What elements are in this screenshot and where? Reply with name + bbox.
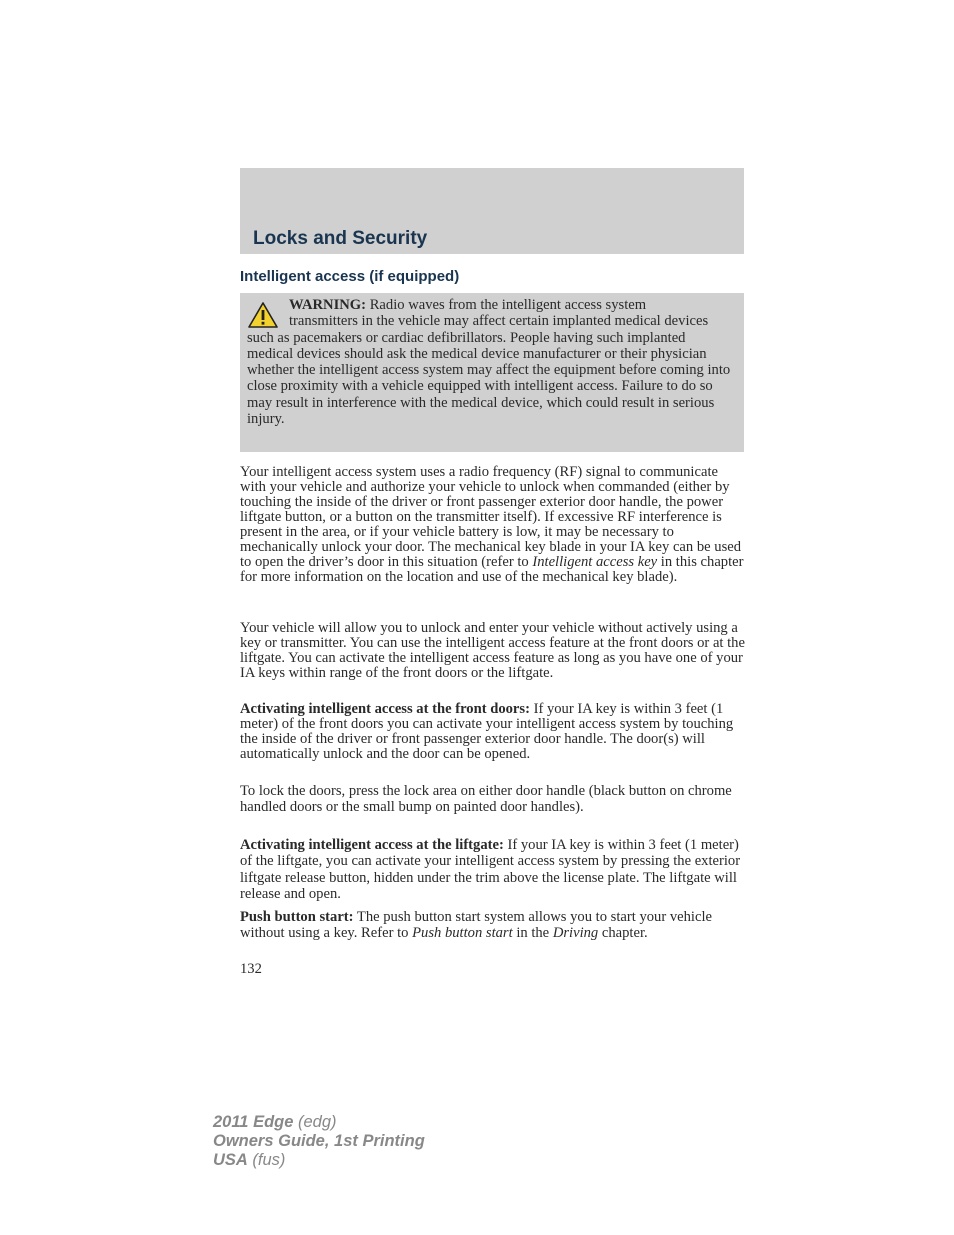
paragraph-lead: Activating intelligent access at the front doors: <box>240 701 530 717</box>
warning-text <box>247 297 734 427</box>
warning-label: WARNING: <box>289 297 367 313</box>
footer-market-code: (fus) <box>247 1151 286 1169</box>
footer-model: 2011 Edge <box>213 1113 294 1131</box>
paragraph-front-doors <box>240 702 746 762</box>
paragraph-text: chapter. <box>598 925 648 942</box>
paragraph-liftgate <box>240 837 746 902</box>
warning-rest: transmitters in the vehicle may affect certain implanted medical devices such as pacemakers or cardiac defibrillators. People having such implanted medical devices should ask the medical device manufacturer or their physician whether the intelligent access system may affect the equipment before coming into close proximity with a vehicle equipped with intelligent access. Failure to do so may result in interference with the medical device, which could result in serious injury. <box>247 313 731 428</box>
cross-reference: Driving <box>552 925 599 942</box>
paragraph-text: Your vehicle will allow you to unlock and enter your vehicle without actively using a key or transmitter. You can use the intelligent access feature at the front doors or at the liftgate. You can activate the intelligent access feature as long as you have one of your IA keys within range of the front doors or the liftgate. <box>240 620 745 681</box>
chapter-header-band <box>240 168 744 254</box>
paragraph-push-button-start <box>240 909 746 942</box>
page-number: 132 <box>240 961 262 977</box>
warning-triangle-icon <box>247 301 279 329</box>
footer-line-model <box>213 1113 425 1132</box>
paragraph-text: The push button start system allows you to start your vehicle without using a key. Refer to <box>240 909 712 942</box>
footer-line-market <box>213 1151 425 1170</box>
paragraph-text: If your IA key is within 3 feet (1 meter) of the front doors you can activate your intelligent access system by touching the inside of the driver or front passenger exterior door handle. The door(s) will automatically unlock and the door can be opened. <box>240 701 734 762</box>
footer-guide: Owners Guide, 1st Printing <box>213 1132 425 1150</box>
paragraph-text: in this chapter for more information on the location and use of the mechanical key blade). <box>240 554 744 585</box>
paragraph-lead: Push button start: <box>240 909 354 925</box>
paragraph-text: To lock the doors, press the lock area on either door handle (black button on chrome handled doors or the small bump on painted door handles). <box>240 783 732 816</box>
paragraph-rf-signal <box>240 465 746 585</box>
footer-model-code: (edg) <box>293 1113 337 1131</box>
paragraph-text: in the <box>512 925 553 942</box>
paragraph-text: If your IA key is within 3 feet (1 meter) of the liftgate, you can activate your intelligent access system by pressing the exterior liftgate release button, hidden under the trim above the license plate. The liftgate will release and open. <box>240 837 741 902</box>
cross-reference: Intelligent access key <box>532 554 658 570</box>
warning-box <box>240 293 744 452</box>
paragraph-lock-doors <box>240 783 746 816</box>
section-title: Intelligent access (if equipped) <box>240 268 460 285</box>
footer-market: USA <box>213 1151 248 1169</box>
cross-reference: Push button start <box>412 925 513 942</box>
paragraph-lead: Activating intelligent access at the liftgate: <box>240 837 504 853</box>
paragraph-unlock-enter <box>240 621 746 681</box>
print-footer <box>213 1113 425 1170</box>
footer-line-guide <box>213 1132 425 1151</box>
chapter-title: Locks and Security <box>253 228 428 249</box>
paragraph-text: Your intelligent access system uses a radio frequency (RF) signal to communicate with your vehicle and authorize your vehicle to unlock when commanded (either by touching the inside of the driver or front passenger exterior door handle, the power liftgate button, or a button on the transmitter itself). If excessive RF interference is present in the area, or if your vehicle battery is low, it may be necessary to mechanically unlock your door. The mechanical key blade in your IA key can be used to open the driver’s door in this situation (refer to <box>240 464 742 570</box>
warning-line1: Radio waves from the intelligent access system <box>369 297 647 313</box>
